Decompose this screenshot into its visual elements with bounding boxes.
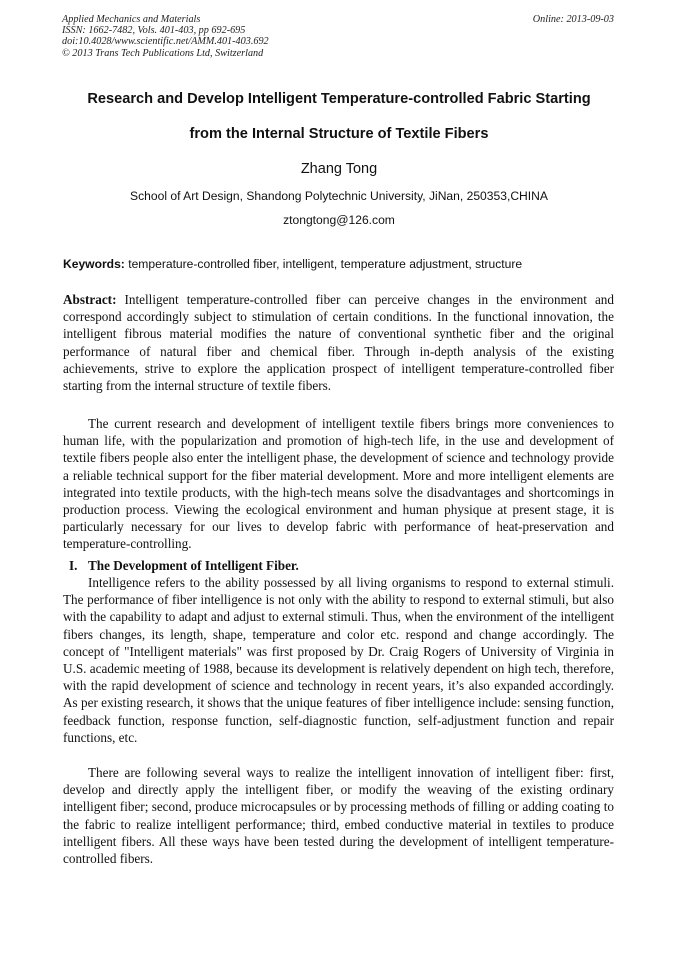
keywords-label: Keywords: bbox=[63, 257, 125, 271]
paper-title-line-1: Research and Develop Intelligent Temperature-controlled Fabric Starting bbox=[87, 91, 591, 107]
section-number: I. bbox=[69, 558, 78, 573]
abstract-label: Abstract: bbox=[63, 292, 117, 307]
journal-name: Applied Mechanics and Materials bbox=[62, 14, 201, 25]
keywords-text: temperature-controlled fiber, intelligent, temperature adjustment, structure bbox=[128, 257, 523, 271]
section-paragraph-1: Intelligence refers to the ability possessed by all living organisms to respond to external stimuli. The performance of fiber intelligence is not only with the ability to respond to external stimuli, but also with the capability to adapt and adjust to external stimuli. Thus, when the environment of the intelligent fibers changes, its length, shape, temperature and color etc. respond and change accordingly. The concept of "Intelligent materials" was first proposed by Dr. Craig Rogers of University of Virginia in U.S. academic meeting of 1988, because its development is relatively dependent on high tech, therefore, with the rapid development of science and technology in recent years, it’s also expanded accordingly. As per existing research, it shows that the unique features of fiber intelligence include: sensing function, feedback function, response function, self-diagnostic function, self-adjustment function and repair functions, etc. bbox=[63, 575, 614, 745]
section-heading bbox=[63, 557, 614, 574]
section-title: The Development of Intelligent Fiber. bbox=[88, 558, 299, 573]
doi-line: doi:10.4028/www.scientific.net/AMM.401-403.692 bbox=[62, 36, 269, 48]
section-paragraph-2: There are following several ways to realize the intelligent innovation of intelligent fiber: first, develop and directly apply the intelligent fiber, or modify the weaving of the existing ordinary intelligent fiber; second, produce microcapsules or by processing methods of filling or adding coating to the fabric to realize intelligent performance; third, embed conductive material in textiles to produce intelligent fibers. All these ways have been tested during the development of intelligent temperature-controlled fibers. bbox=[63, 765, 614, 867]
online-date: Online: 2013-09-03 bbox=[532, 14, 614, 25]
keywords bbox=[63, 257, 623, 272]
author-email: ztongtong@126.com bbox=[283, 213, 395, 227]
abstract bbox=[63, 291, 614, 394]
intro-paragraph: The current research and development of intelligent textile fibers brings more conveniences to human life, with the popularization and promotion of high-tech life, in the use and development of textile fibers people also enter the intelligent phase, the development of science and technology provide a reliable technical support for the fiber material development. More and more intelligent elements are integrated into textile products, with the high-tech means solve the disadvantages and shortcomings in production process. Viewing the ecological environment and human physique at present stage, it is particularly necessary for our lives to develop fabric with performance of heat-preservation and temperature-controlling. bbox=[63, 416, 614, 552]
author-name: Zhang Tong bbox=[300, 161, 378, 177]
paper-title-line-2: from the Internal Structure of Textile Fibers bbox=[189, 126, 489, 142]
journal-header bbox=[62, 14, 482, 59]
author-affiliation: School of Art Design, Shandong Polytechnic University, JiNan, 250353,CHINA bbox=[130, 189, 548, 203]
abstract-text: Intelligent temperature-controlled fiber can perceive changes in the environment and correspond accordingly subject to stimulation of certain conditions. In the functional innovation, the intelligent fibrous material modifies the nature of conventional synthetic fiber and the original performance of natural fiber and chemical fiber. Through in-depth analysis of the existing achievements, strive to explore the application prospect of intelligent temperature-controlled fiber starting from the internal structure of textile fibers. bbox=[63, 292, 614, 394]
copyright-line: © 2013 Trans Tech Publications Ltd, Switzerland bbox=[62, 47, 264, 59]
issn-line: ISSN: 1662-7482, Vols. 401-403, pp 692-695 bbox=[62, 25, 246, 37]
